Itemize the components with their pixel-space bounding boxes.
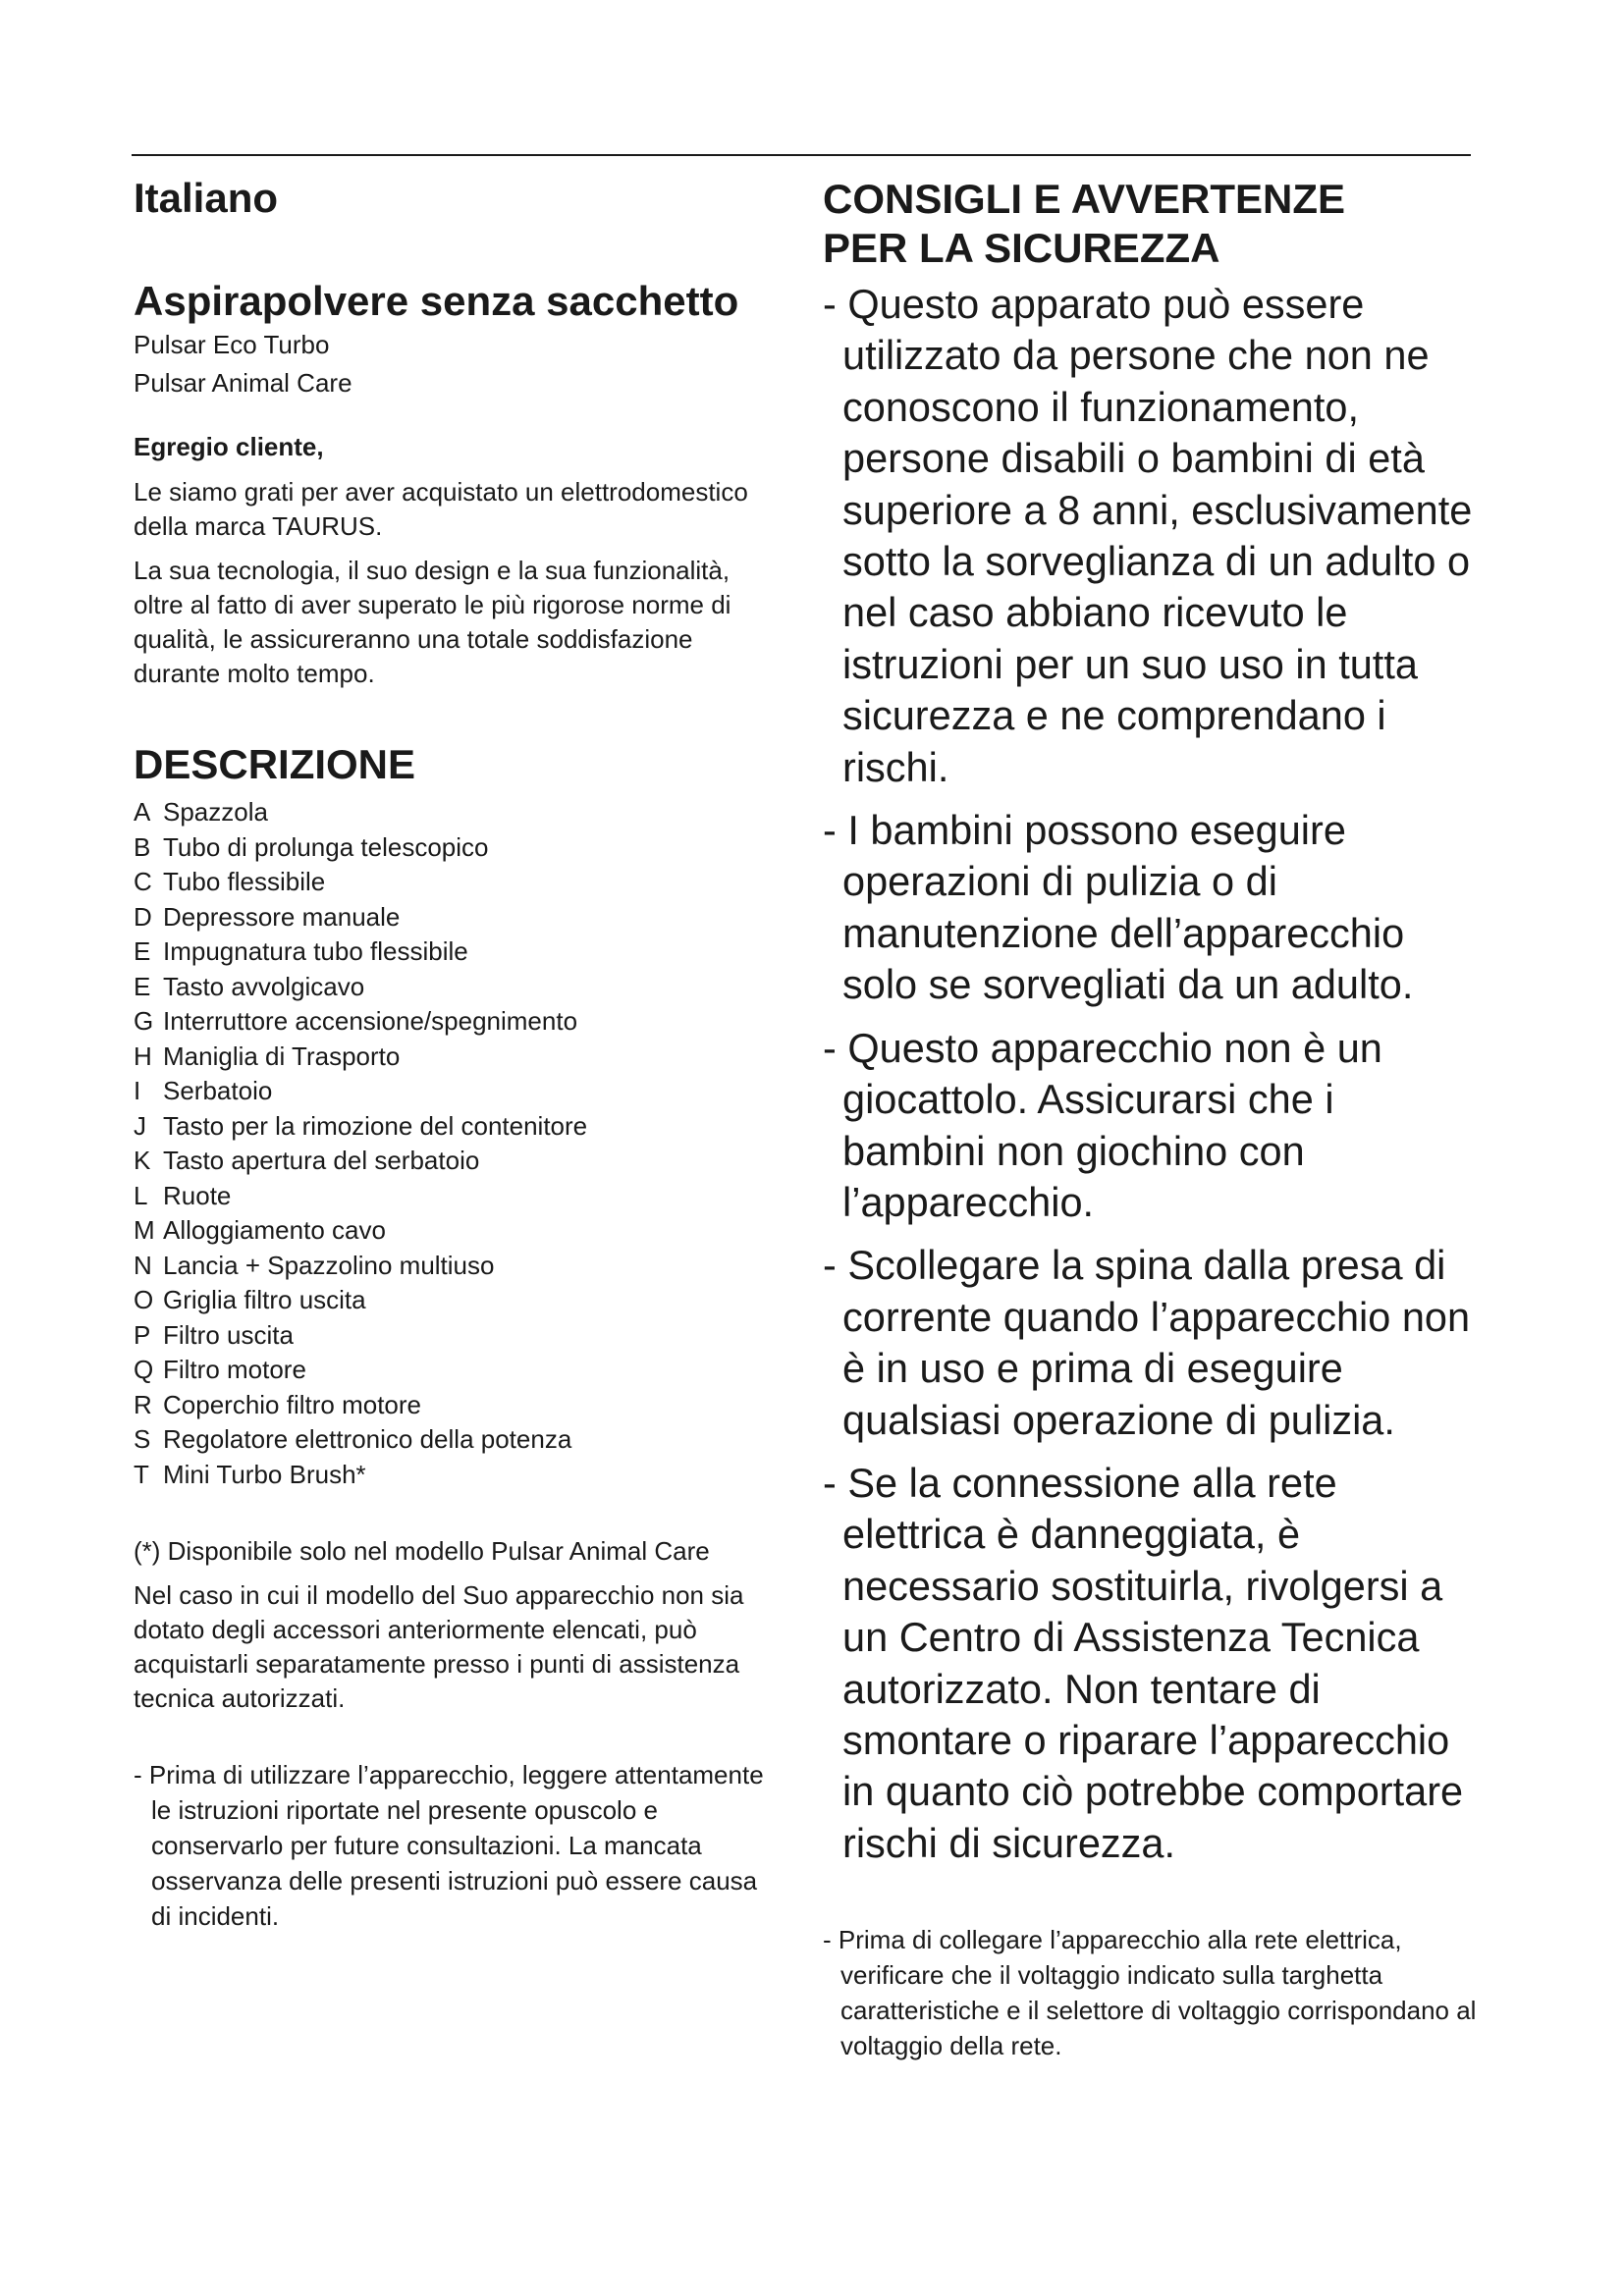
- part-label: Coperchio filtro motore: [163, 1389, 421, 1419]
- left-column: [134, 173, 782, 1934]
- part-label: Mini Turbo Brush*: [163, 1459, 366, 1489]
- part-letter: E: [134, 971, 151, 1001]
- model-name: Pulsar Animal Care: [134, 368, 352, 398]
- part-letter: S: [134, 1424, 151, 1454]
- part-label: Alloggiamento cavo: [163, 1215, 386, 1245]
- parts-list-item: [134, 1179, 782, 1214]
- parts-list-item: [134, 1004, 782, 1040]
- part-letter: Q: [134, 1355, 154, 1384]
- part-label: Tubo flessibile: [163, 867, 326, 896]
- parts-list-item: [134, 1388, 782, 1423]
- part-label: Serbatoio: [163, 1076, 273, 1105]
- part-label: Spazzola: [163, 797, 268, 827]
- part-label: Interruttore accensione/spegnimento: [163, 1006, 578, 1036]
- intro-paragraph: Le siamo grati per aver acquistato un elettrodomestico della marca TAURUS.: [134, 477, 748, 541]
- safety-item: - I bambini possono eseguire operazioni di pulizia o di manutenzione dell’apparecchio solo se sorvegliati da un adulto.: [823, 807, 1414, 1008]
- footnote: (*) Disponibile solo nel modello Pulsar Animal Care: [134, 1536, 710, 1566]
- accessories-note: Nel caso in cui il modello del Suo apparecchio non sia dotato degli accessori anteriormente elencati, può acquistarli separatamente presso i punti di assistenza tecnica autorizzati.: [134, 1580, 744, 1713]
- top-rule: [132, 154, 1471, 156]
- model-name: Pulsar Eco Turbo: [134, 330, 330, 359]
- safety-item: - Questo apparato può essere utilizzato da persone che non ne conoscono il funzionamento, persone disabili o bambini di età superiore a 8 anni, esclusivamente sotto la sorveglianza di un adulto o nel caso abbiano ricevuto le istruzioni per un suo uso in tutta sicurezza e ne comprendano i rischi.: [823, 281, 1473, 790]
- parts-list-item: [134, 1213, 782, 1249]
- read-instructions-warning: - Prima di utilizzare l’apparecchio, leggere attentamente le istruzioni riportate nel presente opuscolo e conservarlo per future consultazioni. La mancata osservanza delle presenti istruzioni può essere causa di incidenti.: [134, 1760, 764, 1931]
- part-label: Depressore manuale: [163, 901, 401, 932]
- parts-list: [134, 795, 782, 1492]
- part-label: Lancia + Spazzolino multiuso: [163, 1250, 495, 1280]
- part-letter: C: [134, 867, 152, 896]
- parts-list-item: [134, 1318, 782, 1354]
- parts-list-item: [134, 830, 782, 866]
- part-letter: P: [134, 1319, 151, 1350]
- part-label: Tasto per la rimozione del contenitore: [163, 1110, 588, 1141]
- part-letter: T: [134, 1459, 149, 1489]
- language-heading: Italiano: [134, 175, 279, 221]
- part-label: Ruote: [163, 1180, 232, 1210]
- parts-list-item: [134, 970, 782, 1005]
- intro-paragraph: La sua tecnologia, il suo design e la sua funzionalità, oltre al fatto di aver superato le più rigorose norme di qualità, le assicureranno una totale soddisfazione durante molto tempo.: [134, 556, 731, 688]
- part-letter: H: [134, 1041, 152, 1071]
- parts-list-item: [134, 1144, 782, 1179]
- parts-list-item: [134, 1074, 782, 1109]
- parts-list-item: [134, 795, 782, 830]
- part-label: Impugnatura tubo flessibile: [163, 936, 468, 966]
- part-letter: L: [134, 1180, 148, 1210]
- part-letter: I: [134, 1076, 141, 1105]
- part-label: Filtro uscita: [163, 1319, 294, 1350]
- part-letter: N: [134, 1250, 152, 1280]
- parts-list-item: [134, 1249, 782, 1284]
- right-column: [823, 175, 1479, 2063]
- part-letter: K: [134, 1146, 151, 1175]
- part-label: Tubo di prolunga telescopico: [163, 831, 489, 862]
- safety-heading-line2: PER LA SICUREZZA: [823, 225, 1220, 271]
- parts-list-item: [134, 865, 782, 900]
- safety-item: - Questo apparecchio non è un giocattolo. Assicurarsi che i bambini non giochino con l’apparecchio.: [823, 1024, 1382, 1225]
- part-letter: M: [134, 1215, 155, 1245]
- part-letter: O: [134, 1285, 154, 1314]
- parts-list-item: [134, 1458, 782, 1493]
- part-letter: D: [134, 901, 152, 932]
- safety-item: - Se la connessione alla rete elettrica è danneggiata, è necessario sostituirla, rivolgersi a un Centro di Assistenza Tecnica autorizzato. Non tentare di smontare o riparare l’apparecchio in quanto ciò potrebbe comportare rischi di sicurezza.: [823, 1459, 1464, 1866]
- part-letter: R: [134, 1389, 152, 1419]
- part-label: Tasto avvolgicavo: [163, 971, 365, 1001]
- parts-list-item: [134, 1353, 782, 1388]
- part-label: Regolatore elettronico della potenza: [163, 1424, 572, 1454]
- safety-item: - Scollegare la spina dalla presa di corrente quando l’apparecchio non è in uso e prima di eseguire qualsiasi operazione di pulizia.: [823, 1242, 1471, 1443]
- safety-heading-line1: CONSIGLI E AVVERTENZE: [823, 176, 1346, 222]
- parts-list-item: [134, 1040, 782, 1075]
- safety-heading: [823, 175, 1479, 273]
- parts-list-item: [134, 934, 782, 970]
- parts-list-item: [134, 900, 782, 935]
- parts-list-item: [134, 1283, 782, 1318]
- parts-list-item: [134, 1109, 782, 1145]
- part-letter: E: [134, 936, 151, 966]
- part-label: Maniglia di Trasporto: [163, 1041, 401, 1071]
- parts-list-item: [134, 1422, 782, 1458]
- part-letter: A: [134, 797, 151, 827]
- voltage-warning: - Prima di collegare l’apparecchio alla rete elettrica, verificare che il voltaggio indicato sulla targhetta caratteristiche e il selettore di voltaggio corrispondano al voltaggio della rete.: [823, 1925, 1477, 2061]
- part-letter: B: [134, 831, 151, 862]
- salutation: Egregio cliente,: [134, 432, 324, 461]
- product-title: Aspirapolvere senza sacchetto: [134, 278, 739, 324]
- description-heading: DESCRIZIONE: [134, 741, 416, 787]
- part-letter: G: [134, 1006, 154, 1036]
- part-label: Filtro motore: [163, 1355, 306, 1384]
- part-letter: J: [134, 1110, 146, 1141]
- part-label: Griglia filtro uscita: [163, 1285, 366, 1314]
- part-label: Tasto apertura del serbatoio: [163, 1146, 480, 1175]
